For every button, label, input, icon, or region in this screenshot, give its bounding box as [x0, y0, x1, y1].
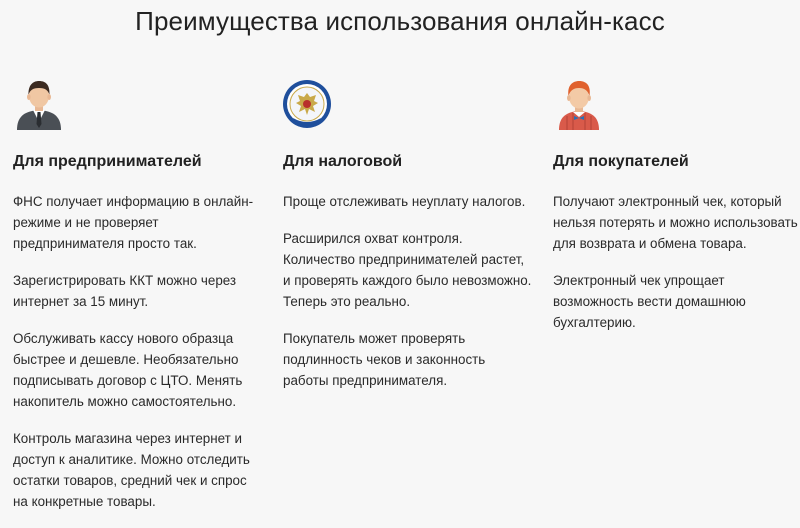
column-text	[553, 191, 800, 349]
paragraph: ФНС получает информацию в онлайн-режиме и не проверяет предпринимателя просто так.	[13, 194, 254, 251]
paragraph: Зарегистрировать ККТ можно через интернет за 15 минут.	[13, 273, 237, 309]
paragraph: Проще отслеживать неуплату налогов.	[283, 194, 526, 209]
column-heading: Для налоговой	[283, 153, 403, 170]
paragraph: Получают электронный чек, который нельзя потерять и можно использовать для возврата и обмена товара.	[553, 194, 798, 251]
paragraph: Расширился охват контроля. Количество предпринимателей растет, и проверять каждого было невозможно. Теперь это реально.	[283, 231, 532, 309]
tax-service-emblem-icon	[283, 76, 335, 132]
column-entrepreneurs	[13, 76, 263, 509]
paragraph: Обслуживать кассу нового образца быстрее и дешевле. Необязательно подписывать договор с ЦТО. Менять накопитель можно самостоятельно.	[13, 331, 243, 409]
column-tax-service	[283, 76, 533, 388]
page-title: Преимущества использования онлайн-касс	[135, 6, 665, 36]
column-text	[13, 191, 263, 528]
paragraph: Покупатель может проверять подлинность чеков и законность работы предпринимателя.	[283, 331, 486, 388]
column-heading: Для покупателей	[553, 153, 689, 170]
column-heading: Для предпринимателей	[13, 153, 202, 170]
businessman-icon	[13, 76, 65, 132]
column-customers	[553, 76, 800, 330]
customer-icon	[553, 76, 605, 132]
column-text	[283, 191, 533, 407]
paragraph: Контроль магазина через интернет и доступ к аналитике. Можно отследить остатки товаров, средний чек и спрос на конкретные товары.	[13, 431, 250, 509]
paragraph: Электронный чек упрощает возможность вести домашнюю бухгалтерию.	[553, 273, 746, 330]
